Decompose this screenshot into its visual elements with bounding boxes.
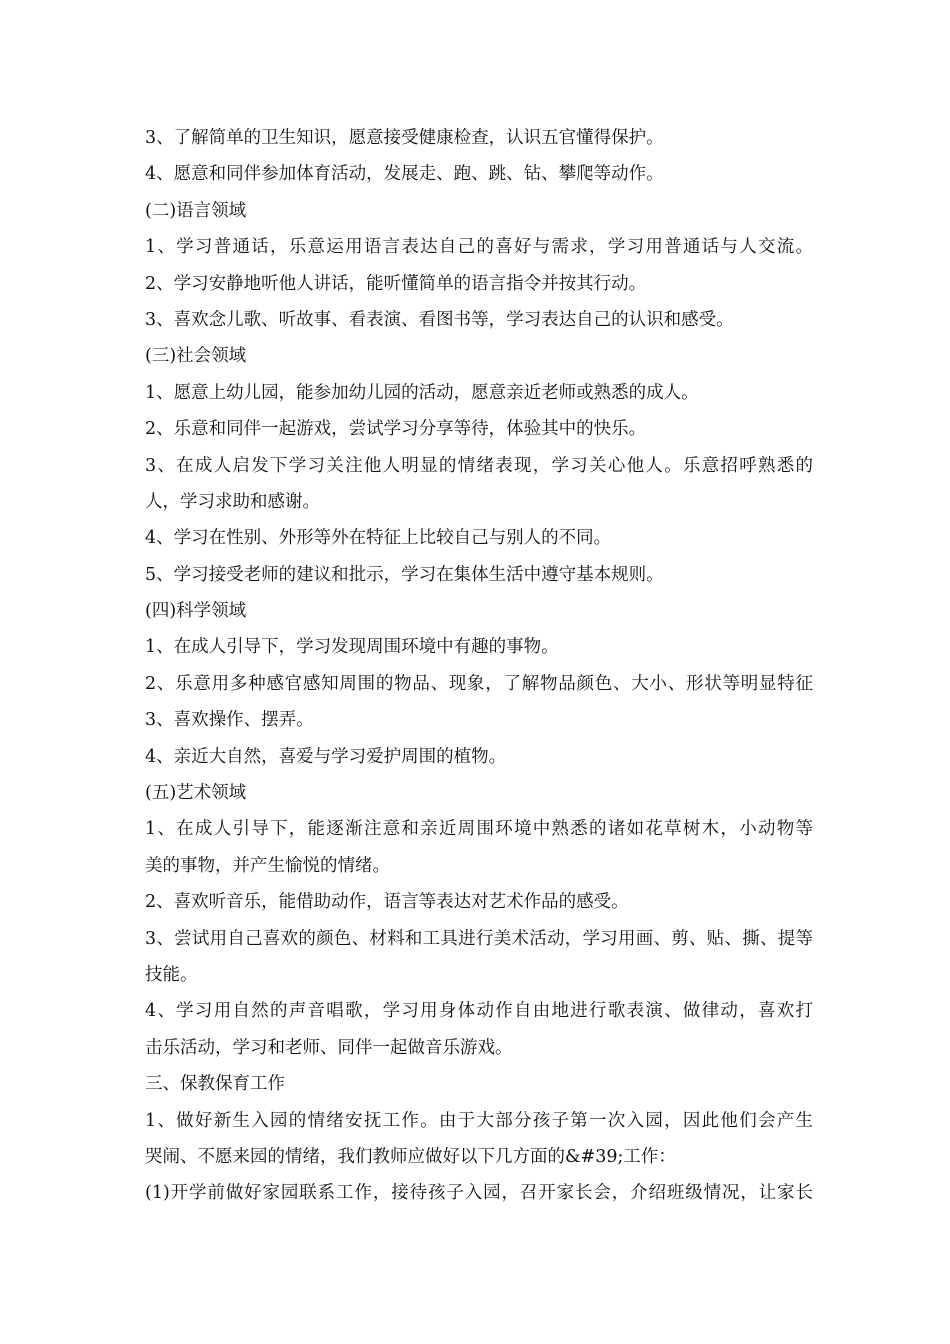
text-line: 哭闹、不愿来园的情绪，我们教师应做好以下几方面的&#39;工作： <box>145 1146 676 1167</box>
text-line: 3、了解简单的卫生知识，愿意接受健康检查，认识五官懂得保护。 <box>145 128 664 148</box>
text-line: 3、在成人启发下学习关注他人明显的情绪表现，学习关心他人。乐意招呼熟悉的 <box>145 455 813 476</box>
text-line: 5、学习接受老师的建议和批示，学习在集体生活中遵守基本规则。 <box>145 564 664 585</box>
text-line: 1、做好新生入园的情绪安抚工作。由于大部分孩子第一次入园，因此他们会产生 <box>145 1110 813 1131</box>
text-line: 4、学习在性别、外形等外在特征上比较自己与别人的不同。 <box>145 528 612 549</box>
text-line: 3、喜欢操作、摆弄。 <box>145 710 314 731</box>
text-line: 4、学习用自然的声音唱歌，学习用身体动作自由地进行歌表演、做律动，喜欢打 <box>145 1001 813 1022</box>
text-line: 3、尝试用自己喜欢的颜色、材料和工具进行美术活动，学习用画、剪、贴、撕、提等 <box>145 928 813 949</box>
text-line: (1)开学前做好家园联系工作，接待孩子入园，召开家长会，介绍班级情况，让家长 <box>145 1183 813 1204</box>
text-line: 2、乐意和同伴一起游戏，尝试学习分享等待，体验其中的快乐。 <box>145 419 647 440</box>
document-body <box>145 120 813 1212</box>
section-heading: (三)社会领域 <box>145 346 247 367</box>
text-line: 美的事物，并产生愉悦的情绪。 <box>145 855 390 876</box>
section-heading: (五)艺术领域 <box>145 783 247 804</box>
text-line: 击乐活动，学习和老师、同伴一起做音乐游戏。 <box>145 1037 513 1058</box>
text-line: 4、亲近大自然，喜爱与学习爱护周围的植物。 <box>145 746 507 767</box>
text-line: 技能。 <box>145 964 198 985</box>
text-line: 1、愿意上幼儿园，能参加幼儿园的活动，愿意亲近老师或熟悉的成人。 <box>145 382 699 403</box>
text-line: 1、在成人引导下，能逐渐注意和亲近周围环境中熟悉的诸如花草树木，小动物等 <box>145 819 813 840</box>
text-line: 4、愿意和同伴参加体育活动，发展走、跑、跳、钻、攀爬等动作。 <box>145 164 664 185</box>
text-line: 1、学习普通话，乐意运用语言表达自己的喜好与需求，学习用普通话与人交流。 <box>145 237 813 258</box>
text-line: 2、喜欢听音乐，能借助动作，语言等表达对艺术作品的感受。 <box>145 892 629 913</box>
section-heading: (四)科学领域 <box>145 601 247 622</box>
section-heading: 三、保教保育工作 <box>145 1074 285 1095</box>
section-heading: (二)语言领域 <box>145 200 247 221</box>
text-line: 人，学习求助和感谢。 <box>145 491 320 512</box>
text-line: 2、学习安静地听他人讲话，能听懂简单的语言指令并按其行动。 <box>145 273 647 294</box>
text-line: 2、乐意用多种感官感知周围的物品、现象，了解物品颜色、大小、形状等明显特征 <box>145 673 813 694</box>
text-line: 1、在成人引导下，学习发现周围环境中有趣的事物。 <box>145 637 559 658</box>
text-line: 3、喜欢念儿歌、听故事、看表演、看图书等，学习表达自己的认识和感受。 <box>145 309 734 330</box>
